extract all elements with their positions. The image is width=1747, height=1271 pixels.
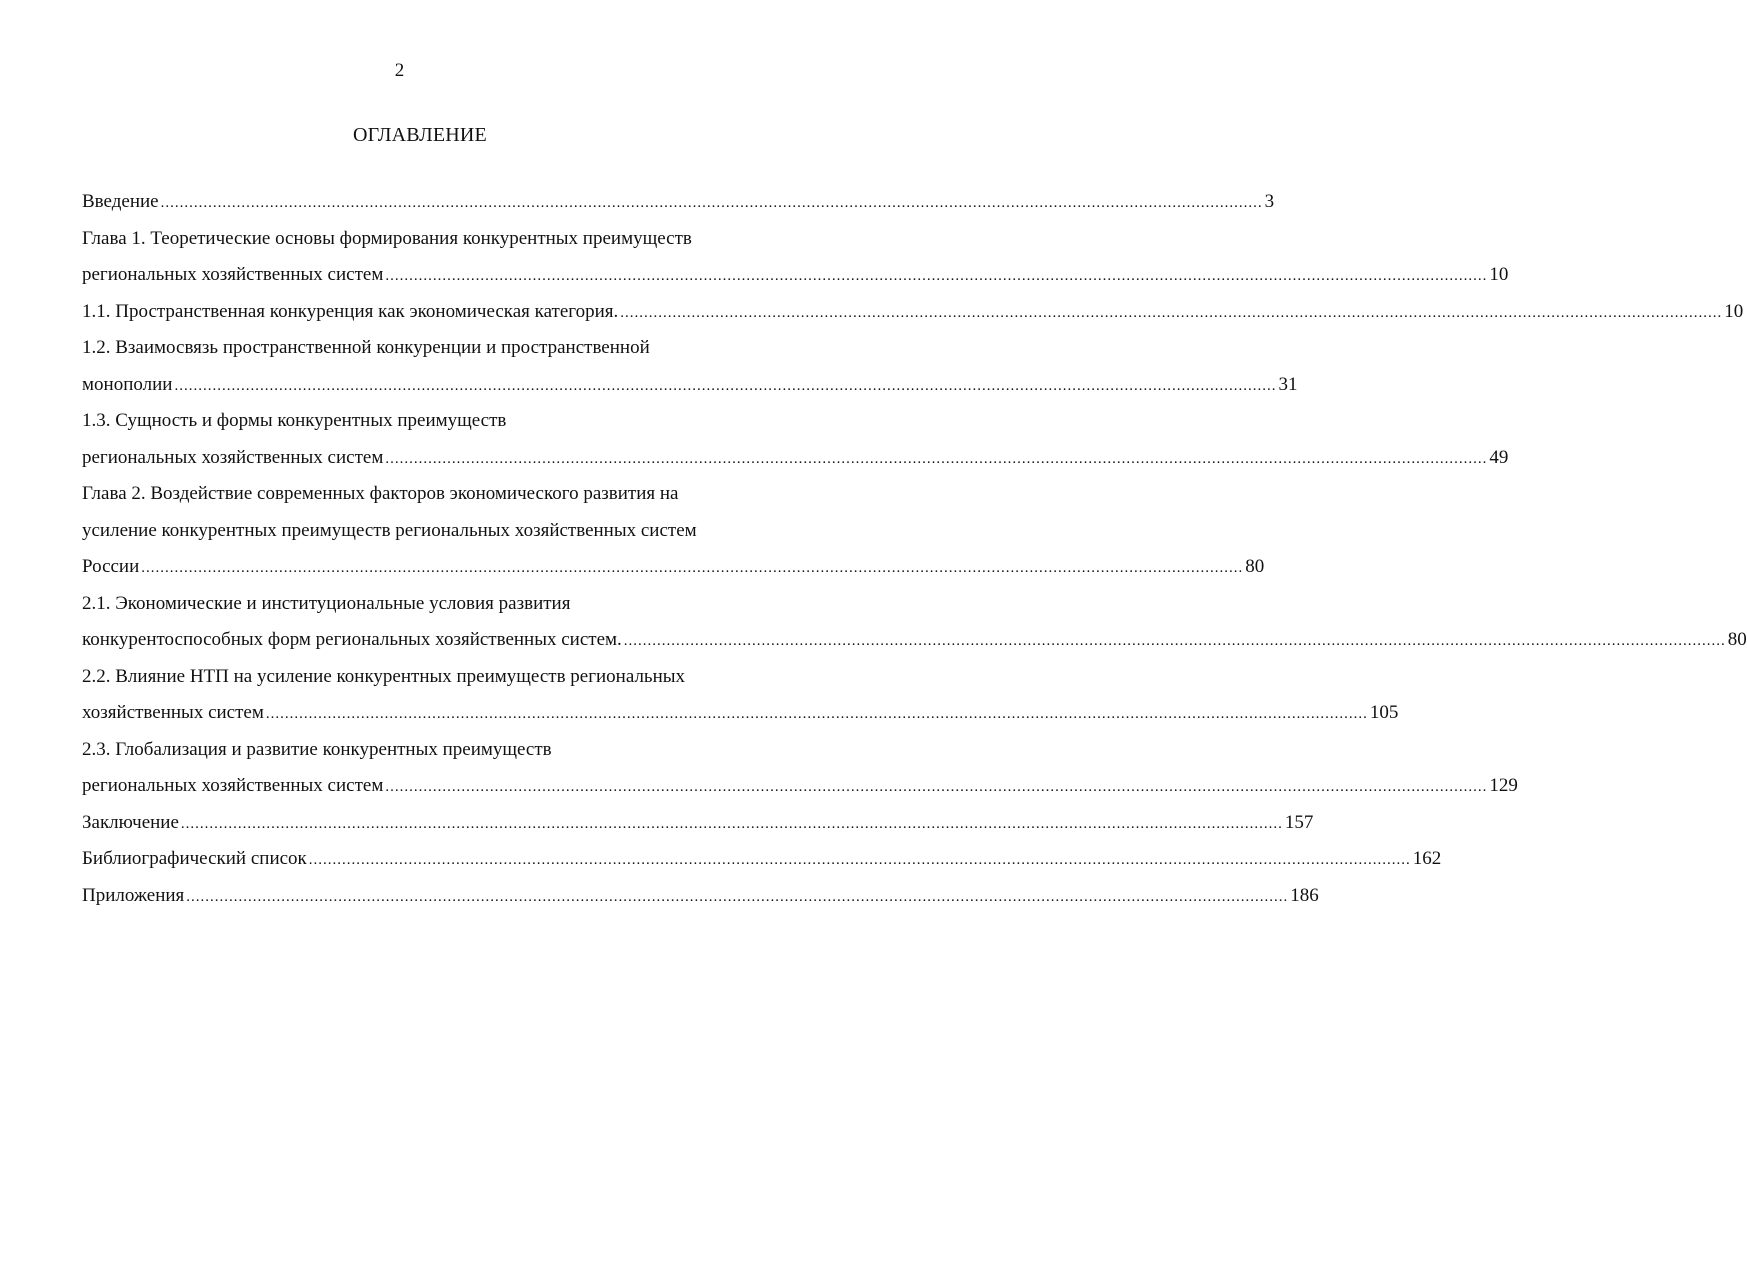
toc-entry-page: 10	[1724, 300, 1744, 322]
toc-entry-section-1-1	[82, 294, 1744, 331]
toc-entry-introduction	[82, 184, 1275, 221]
toc-entry-section-1-3-heading: 1.3. Сущность и формы конкурентных преимуществ	[82, 410, 507, 431]
toc-entry-section-2-3-heading: 2.3. Глобализация и развитие конкурентных преимуществ	[82, 738, 552, 760]
toc-entry-text: региональных хозяйственных систем	[82, 775, 384, 796]
toc-entry-chapter-2-heading: Глава 2. Воздействие современных факторов экономического развития на	[82, 483, 679, 504]
toc-entry-text: региональных хозяйственных систем	[82, 446, 384, 468]
dot-leader	[174, 368, 1276, 405]
toc-entry-text: конкурентоспособных форм региональных хозяйственных систем.	[82, 629, 622, 650]
dot-leader	[620, 295, 1722, 332]
toc-entry-section-2-2-heading: 2.2. Влияние НТП на усиление конкурентных преимуществ региональных	[82, 665, 686, 687]
toc-entry-page: 105	[1369, 702, 1399, 723]
dot-leader	[181, 806, 1283, 843]
toc-entry-page: 31	[1278, 373, 1298, 395]
toc-entry-chapter-1-heading: Глава 1. Теоретические основы формирования конкурентных преимуществ	[82, 227, 692, 249]
toc-entry-bibliography	[82, 841, 1442, 878]
table-of-contents	[82, 184, 1747, 914]
toc-entry-page: 49	[1489, 446, 1509, 468]
toc-entry-page: 129	[1489, 775, 1518, 796]
dot-leader	[161, 185, 1263, 222]
dot-leader	[186, 879, 1288, 916]
toc-entry-chapter-2-heading-cont: усиление конкурентных преимуществ региональных хозяйственных систем	[82, 519, 697, 541]
toc-entry-text: Библиографический список	[82, 848, 307, 869]
toc-entry-section-2-1	[82, 622, 1747, 659]
toc-entry-page: 186	[1290, 884, 1319, 906]
dot-leader	[385, 441, 1487, 478]
toc-entry-chapter-2	[82, 549, 1265, 586]
toc-entry-text: России	[82, 556, 140, 577]
toc-entry-chapter-1	[82, 257, 1509, 294]
page-number: 2	[394, 60, 405, 81]
toc-entry-page: 80	[1727, 629, 1747, 650]
toc-entry-text: монополии	[82, 373, 173, 395]
toc-entry-section-1-2-heading: 1.2. Взаимосвязь пространственной конкуренции и пространственной	[82, 337, 650, 358]
dot-leader	[309, 842, 1411, 879]
toc-title: ОГЛАВЛЕНИЕ	[353, 124, 487, 146]
dot-leader	[141, 550, 1243, 587]
toc-entry-text: Приложения	[82, 884, 185, 906]
toc-entry-section-2-2	[82, 695, 1399, 732]
toc-entry-page: 80	[1245, 556, 1265, 577]
toc-entry-text: 1.1. Пространственная конкуренция как экономическая категория.	[82, 300, 619, 322]
dot-leader	[385, 258, 1487, 295]
toc-entry-text: региональных хозяйственных систем	[82, 264, 384, 285]
dot-leader	[266, 696, 1368, 733]
toc-entry-section-1-3	[82, 440, 1509, 477]
toc-entry-appendices	[82, 878, 1319, 915]
toc-entry-conclusion	[82, 805, 1314, 842]
toc-entry-page: 162	[1412, 848, 1442, 869]
dot-leader	[624, 623, 1726, 660]
toc-entry-text: хозяйственных систем	[82, 702, 264, 723]
toc-entry-section-1-2	[82, 367, 1298, 404]
toc-entry-text: Заключение	[82, 811, 179, 833]
toc-entry-text: Введение	[82, 191, 159, 212]
toc-entry-page: 10	[1489, 264, 1509, 285]
dot-leader	[385, 769, 1487, 806]
toc-entry-page: 3	[1264, 191, 1275, 212]
toc-entry-section-2-3	[82, 768, 1518, 805]
toc-entry-section-2-1-heading: 2.1. Экономические и институциональные условия развития	[82, 592, 571, 614]
toc-entry-page: 157	[1284, 811, 1314, 833]
